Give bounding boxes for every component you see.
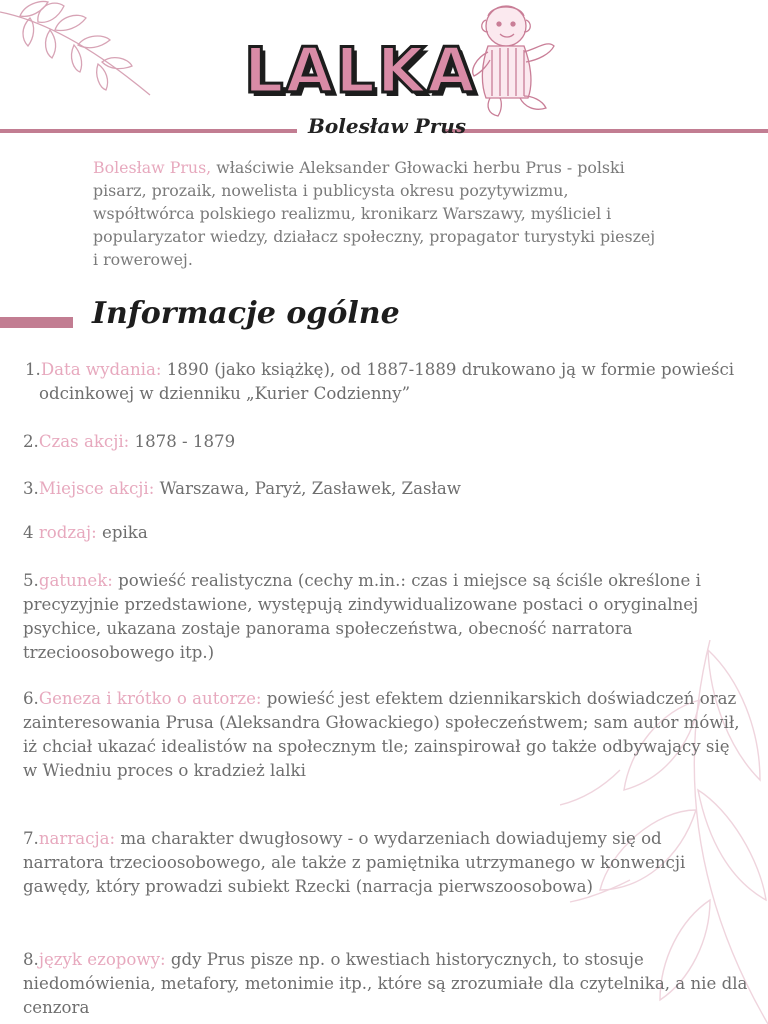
item-text: epika: [96, 523, 148, 542]
info-item: [23, 569, 760, 665]
item-number: 6.: [23, 689, 39, 708]
item-label: rodzaj:: [38, 523, 97, 542]
item-label: Data wydania:: [40, 360, 162, 379]
item-number: 3.: [23, 479, 39, 498]
item-text: gdy Prus pisze np. o kwestiach historycznych, to stosuje niedomówienia, metafory, metonimie itp., które są zrozumiałe dla czytelnika, a nie dla cenzora: [23, 950, 748, 1017]
bio-author-name: Bolesław Prus,: [93, 158, 212, 177]
item-text: 1878 - 1879: [129, 432, 236, 451]
item-number: 2.: [23, 432, 39, 451]
page-title: LALKA: [244, 34, 478, 107]
branch-decoration-icon: [0, 0, 160, 110]
item-number: 5.: [23, 571, 39, 590]
item-label: Czas akcji:: [38, 432, 130, 451]
item-label: Miejsce akcji:: [38, 479, 155, 498]
info-item: [23, 477, 760, 501]
info-item: [23, 948, 758, 1020]
item-label: język ezopowy:: [38, 950, 166, 969]
item-text: powieść realistyczna (cechy m.in.: czas i miejsce są ściśle określone i precyzyjnie przedstawione, występują zindywidualizowane postaci o oryginalnej psychice, ukazana zostaje panorama społeczeństwa, obecność narratora trzecioosobowego itp.): [23, 571, 701, 662]
item-text: 1890 (jako książkę), od 1887-1889 drukowano ją w formie powieści odcinkowej w dzienniku „Kurier Codzienny”: [39, 360, 735, 403]
section-accent-bar: [0, 317, 73, 328]
info-item: [23, 430, 760, 454]
item-text: ma charakter dwugłosowy - o wydarzeniach dowiadujemy się od narratora trzecioosobowego, ale także z pamiętnika utrzymanego w konwencji gawędy, który prowadzi subiekt Rzecki (narracja pierwszoosobowa): [23, 829, 686, 896]
item-number: 4: [23, 523, 39, 542]
bio-text: właściwie Aleksander Głowacki herbu Prus - polski pisarz, prozaik, nowelista i publicysta okresu pozytywizmu, współtwórca polskiego realizmu, kronikarz Warszawy, myśliciel i popularyzator wiedzy, działacz społeczny, propagator turystyki pieszej i rowerowej.: [93, 158, 656, 269]
item-number: 8.: [23, 950, 39, 969]
item-number: 1.: [25, 360, 41, 379]
author-bio: [93, 156, 663, 271]
header-divider-right: [445, 129, 768, 133]
info-item: [23, 358, 754, 406]
item-text: powieść jest efektem dziennikarskich doświadczeń oraz zainteresowania Prusa (Aleksandra Głowackiego) społeczeństwem; sam autor mówił, iż chciał ukazać idealistów na społecznym tle; zainspirował go także odbywający się w Wiedniu proces o kradzież lalki: [23, 689, 740, 780]
item-text: Warszawa, Paryż, Zasławek, Zasław: [154, 479, 461, 498]
item-label: narracja:: [38, 829, 116, 848]
item-label: gatunek:: [38, 571, 113, 590]
author-subtitle: Bolesław Prus: [308, 114, 467, 138]
item-number: 7.: [23, 829, 39, 848]
info-item: [23, 827, 738, 899]
info-item: [23, 687, 743, 783]
item-label: Geneza i krótko o autorze:: [38, 689, 262, 708]
info-item: [23, 521, 760, 545]
header-divider-left: [0, 129, 297, 133]
section-title: Informacje ogólne: [92, 296, 400, 331]
